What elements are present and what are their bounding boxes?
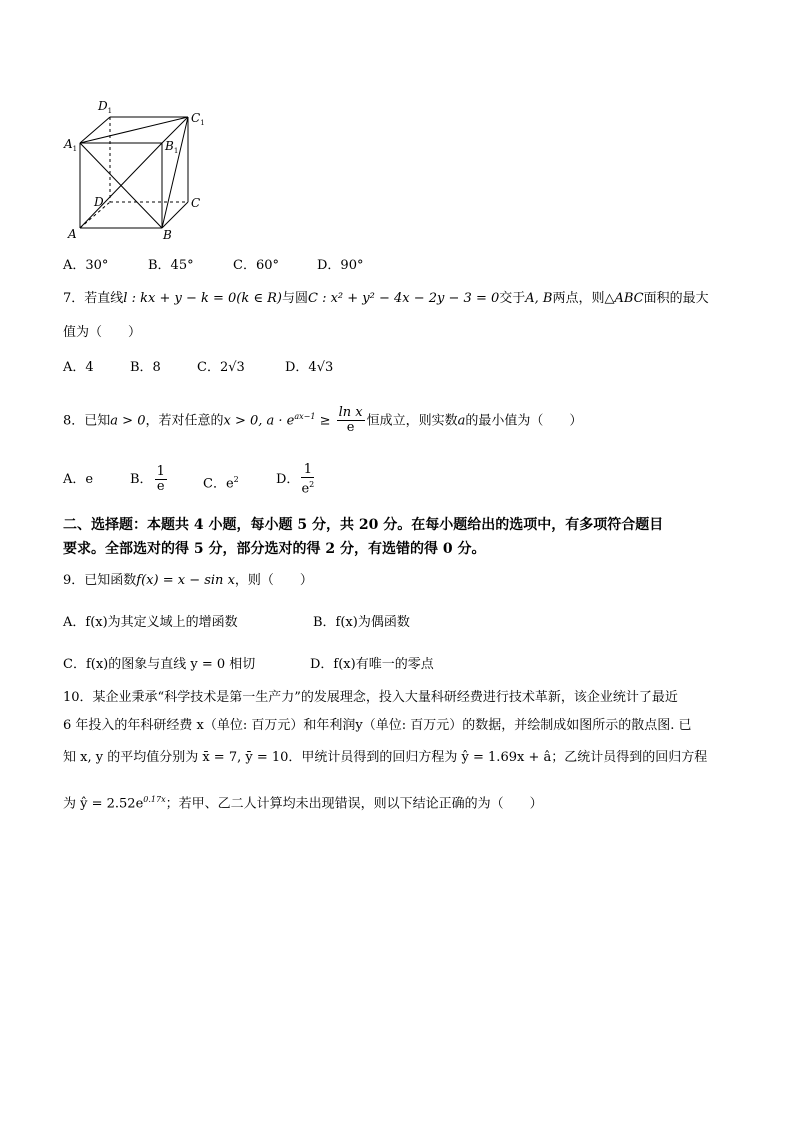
- q8-number: 8．: [63, 413, 85, 429]
- q8-b-num: 1: [156, 464, 165, 479]
- q6-option-a: A．30°: [63, 258, 109, 273]
- q8-option-c: C．$e^2$: [203, 475, 239, 492]
- q7-option-a: A．4: [63, 360, 94, 375]
- diag-B-C1: [162, 117, 188, 228]
- q8-var: a: [457, 413, 466, 429]
- q10-line4: 为 ŷ = $2.52e^{0.17x}$；若甲、乙二人计算均未出现错误，则以下结论正确的为（ ）: [63, 795, 543, 812]
- q7-number: 7．: [63, 291, 85, 306]
- q8-ge: ≥: [315, 413, 335, 429]
- q6-option-b: B．45°: [148, 258, 194, 273]
- q8-cond-2: x > 0, a · e: [223, 413, 295, 429]
- q7-text-4: 两点，则△: [552, 291, 615, 306]
- q7-triangle: ABC: [614, 291, 644, 306]
- q9-option-c: C．f(x)的图象与直线 y = 0 相切: [63, 657, 256, 672]
- q7-stem: [63, 289, 709, 309]
- label-C: C: [191, 196, 201, 210]
- q7-circle-eq: C : x² + y² − 4x − 2y − 3 = 0: [308, 291, 500, 306]
- label-B1: $B_1$: [165, 139, 179, 155]
- label-A: A: [68, 227, 77, 241]
- q9-option-a: A．f(x)为其定义域上的增函数: [63, 615, 238, 630]
- q8-exponent: ax−1: [294, 412, 316, 421]
- edge-B-C: [162, 202, 188, 228]
- q7-text-5: 面积的最大: [643, 291, 709, 306]
- q9-text-1: 已知函数: [84, 573, 137, 588]
- q8-b-den: e: [156, 479, 165, 494]
- label-C1: $C_1$: [191, 111, 205, 127]
- label-D: D: [94, 195, 104, 209]
- q8-frac-den: e: [346, 420, 355, 436]
- q7-text-1: 若直线: [84, 291, 124, 306]
- q8-option-d: D． $\frac{1}{e^2}$: [276, 461, 315, 497]
- q8-option-b: B． $\frac{1}{e}$: [130, 464, 165, 494]
- q9-option-d: D．f(x)有唯一的零点: [310, 657, 434, 672]
- section2-heading-line1: 二、选择题：本题共 4 小题，每小题 5 分，共 20 分。在每小题给出的选项中，有多项符合题目: [63, 517, 664, 533]
- q7-stem-cont: 值为（ ）: [63, 325, 142, 340]
- q7-points: A, B: [525, 291, 553, 306]
- q9-option-b: B．f(x)为偶函数: [313, 615, 410, 630]
- q8-text-1: 已知: [84, 413, 111, 429]
- q7-text-3: 交于: [499, 291, 526, 306]
- label-A1: $A_1$: [64, 137, 78, 153]
- label-B: B: [163, 228, 172, 242]
- q8-d-den: $e^2$: [301, 479, 315, 497]
- q7-option-b: B．8: [130, 360, 161, 375]
- q7-line-eq: l : kx + y − k = 0(k ∈ R): [123, 291, 282, 306]
- section2-heading-line2: 要求。全部选对的得 5 分，部分选对的得 2 分，有选错的得 0 分。: [63, 541, 486, 557]
- q9-function: f(x) = x − sin x: [136, 573, 235, 588]
- q10-exponent: 0.17x: [143, 795, 166, 804]
- q9-text-2: ，则（ ）: [234, 573, 313, 588]
- q8-stem: [63, 402, 582, 436]
- q7-option-c: C．2√3: [197, 360, 245, 375]
- q8-text-2: ，若对任意的: [145, 413, 224, 429]
- cube-figure: [58, 96, 208, 246]
- q6-option-d: D．90°: [317, 258, 364, 273]
- q6-option-c: C．60°: [233, 258, 279, 273]
- q8-frac-num: ln x: [338, 405, 363, 421]
- q10-line3: 知 x, y 的平均值分别为 x̄ = 7, ȳ = 10．甲统计员得到的回归方程为 ŷ = 1.69x + â；乙统计员得到的回归方程: [63, 750, 708, 765]
- q7-option-d: D．4√3: [285, 360, 334, 375]
- q8-fraction: [337, 406, 365, 435]
- q8-option-a: A．e: [63, 472, 94, 487]
- q8-text-4: 的最小值为（ ）: [465, 413, 583, 429]
- q10-line1: 10．某企业秉承“科学技术是第一生产力”的发展理念，投入大量科研经费进行技术革新，该企业统计了最近: [63, 690, 678, 705]
- q8-cond-1: a > 0: [110, 413, 146, 429]
- q9-number: 9．: [63, 573, 85, 588]
- q9-stem: [63, 571, 313, 591]
- q10-line2: 6 年投入的年科研经费 x（单位: 百万元）和年利润y（单位: 百万元）的数据，并绘制成如图所示的散点图. 已: [63, 718, 692, 733]
- q7-text-2: 与圆: [281, 291, 308, 306]
- q8-text-3: 恒成立，则实数: [366, 413, 458, 429]
- label-D1: $D_1$: [98, 99, 113, 115]
- q8-d-num: 1: [301, 463, 314, 478]
